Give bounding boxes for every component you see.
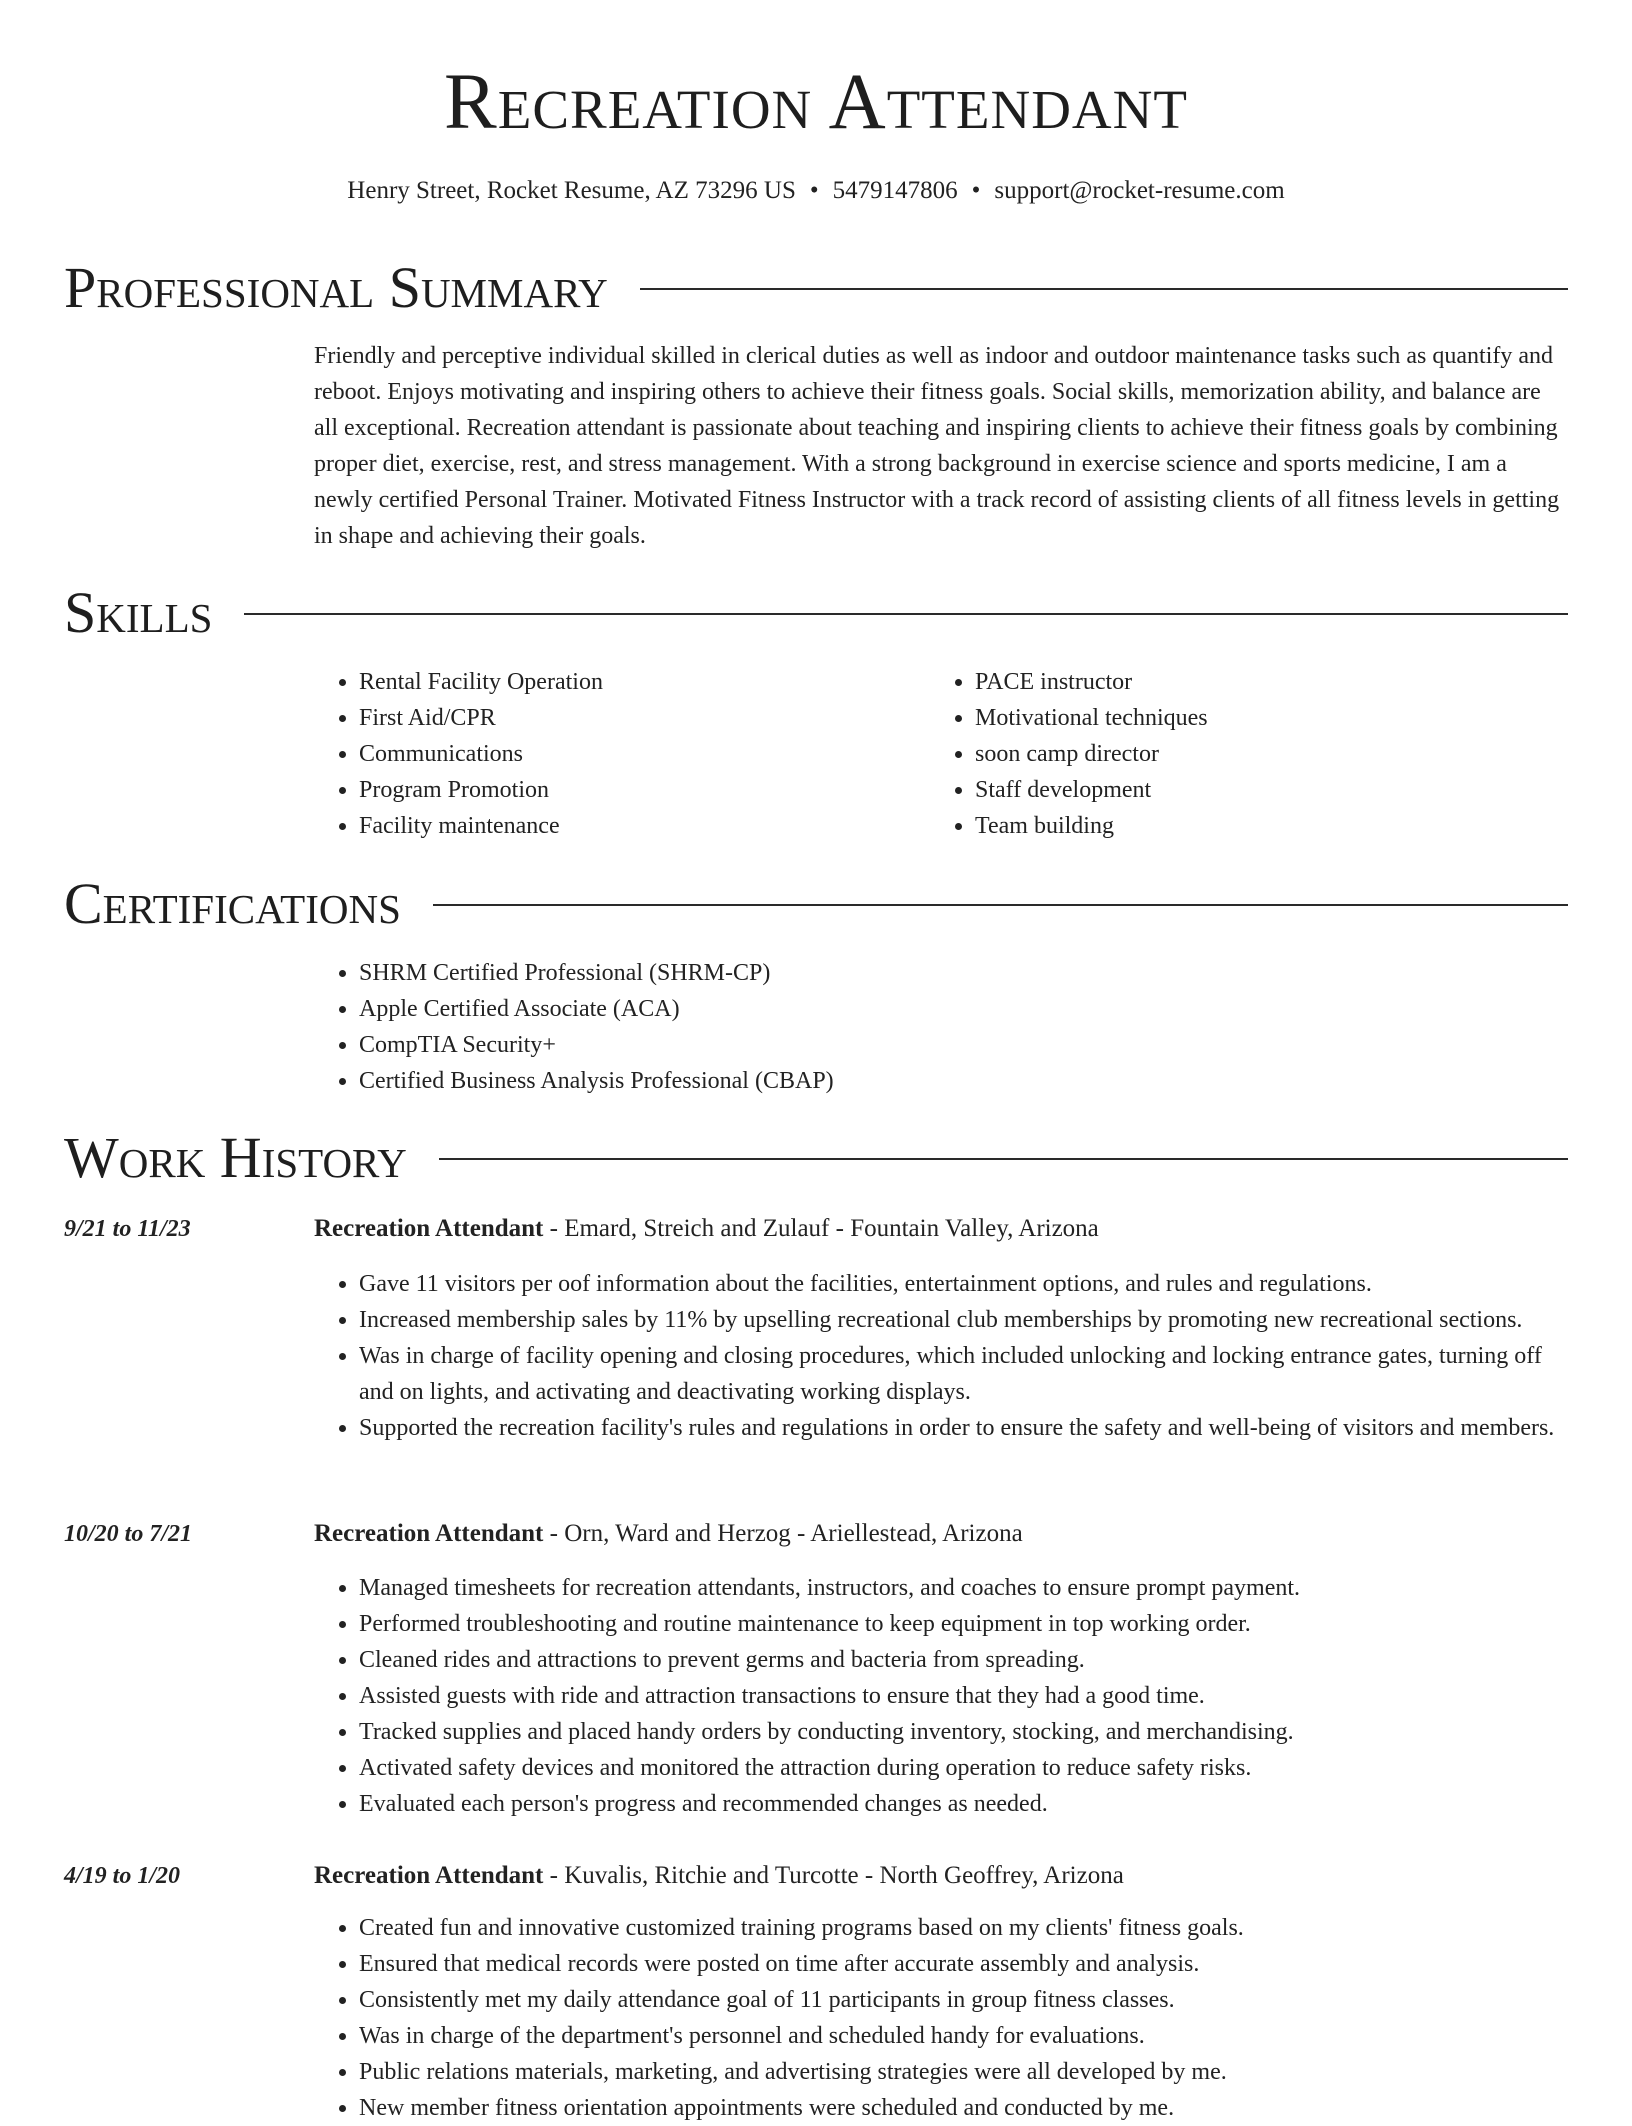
job-duty-item: • Was in charge of the department's personnel and scheduled handy for evaluations.	[359, 2018, 1574, 2054]
job-duty-item: • Activated safety devices and monitored the attraction during operation to reduce safety risks.	[359, 1750, 1574, 1786]
job-duty-item: • Tracked supplies and placed handy orders by conducting inventory, stocking, and merchandising.	[359, 1714, 1574, 1750]
contact-address: Henry Street, Rocket Resume, AZ 73296 US	[347, 177, 796, 204]
section-divider	[640, 288, 1568, 290]
job-duties	[314, 1910, 1574, 2126]
job-employer: - Emard, Streich and Zulauf - Fountain Valley, Arizona	[543, 1215, 1099, 1242]
skill-item: • soon camp director	[975, 736, 1490, 772]
job-role: Recreation Attendant	[314, 1862, 544, 1889]
job-duty-item: • Created fun and innovative customized training programs based on my clients' fitness goals.	[359, 1910, 1574, 1946]
job-heading	[314, 1858, 1124, 1894]
job-duty-item: • Public relations materials, marketing, and advertising strategies were all developed by me.	[359, 2054, 1574, 2090]
job-employer: - Orn, Ward and Herzog - Ariellestead, Arizona	[543, 1520, 1023, 1547]
job-role: Recreation Attendant	[314, 1215, 544, 1242]
certification-item: • SHRM Certified Professional (SHRM-CP)	[359, 955, 1414, 991]
contact-separator: •	[809, 177, 819, 204]
job-heading	[314, 1516, 1023, 1552]
skill-item: • Facility maintenance	[359, 808, 874, 844]
skill-item: • PACE instructor	[975, 664, 1490, 700]
job-duties	[314, 1570, 1574, 1822]
job-dates: 4/19 to 1/20	[64, 1863, 181, 1889]
job-duty-item: • Supported the recreation facility's rules and regulations in order to ensure the safety and well-being of visitors and members.	[359, 1410, 1574, 1446]
certification-item: • Apple Certified Associate (ACA)	[359, 991, 1414, 1027]
job-duty-item: • Increased membership sales by 11% by upselling recreational club memberships by promoting new recreational sections.	[359, 1302, 1574, 1338]
section-title: Professional Summary	[64, 255, 608, 320]
section-heading-work-history	[64, 1125, 1568, 1190]
certification-item: • CompTIA Security+	[359, 1027, 1414, 1063]
job-duties	[314, 1266, 1574, 1446]
job-duty-item: • Evaluated each person's progress and recommended changes as needed.	[359, 1786, 1574, 1822]
section-heading-certifications	[64, 871, 1568, 936]
skill-item: • Staff development	[975, 772, 1490, 808]
contact-separator: •	[971, 177, 981, 204]
job-duty-item: • Assisted guests with ride and attraction transactions to ensure that they had a good time.	[359, 1678, 1574, 1714]
skill-item: • Communications	[359, 736, 874, 772]
job-employer: - Kuvalis, Ritchie and Turcotte - North Geoffrey, Arizona	[543, 1862, 1124, 1889]
skill-item: • Team building	[975, 808, 1490, 844]
section-divider	[433, 904, 1568, 906]
section-heading-summary	[64, 255, 1568, 320]
job-duty-item: • Was in charge of facility opening and closing procedures, which included unlocking and locking entrance gates, turning off and on lights, and activating and deactivating working displays.	[359, 1338, 1574, 1410]
job-duty-item: • Managed timesheets for recreation attendants, instructors, and coaches to ensure prompt payment.	[359, 1570, 1574, 1606]
certification-item: • Certified Business Analysis Professional (CBAP)	[359, 1063, 1414, 1099]
section-heading-skills	[64, 580, 1568, 645]
skills-column-left	[314, 664, 874, 844]
job-duty-item: • Cleaned rides and attractions to prevent germs and bacteria from spreading.	[359, 1642, 1574, 1678]
certifications-list	[314, 955, 1414, 1099]
skill-item: • Program Promotion	[359, 772, 874, 808]
contact-email[interactable]: support@rocket-resume.com	[994, 177, 1285, 204]
section-divider	[439, 1158, 1568, 1160]
candidate-name: Recreation Attendant	[444, 59, 1188, 146]
contact-line	[0, 176, 1632, 206]
summary-text: Friendly and perceptive individual skilled in clerical duties as well as indoor and outdoor maintenance tasks such as quantify and reboot. Enjoys motivating and inspiring others to achieve their fitness goals. Social skills, memorization ability, and balance are all exceptional. Recreation attendant is passionate about teaching and inspiring clients to achieve their fitness goals by combining proper diet, exercise, rest, and stress management. With a strong background in exercise science and sports medicine, I am a newly certified Personal Trainer. Motivated Fitness Instructor with a track record of assisting clients of all fitness levels in getting in shape and achieving their goals.	[314, 343, 1560, 549]
job-dates: 9/21 to 11/23	[64, 1216, 191, 1242]
skill-item: • Rental Facility Operation	[359, 664, 874, 700]
job-heading	[314, 1211, 1099, 1247]
section-divider	[244, 613, 1568, 615]
skills-column-right	[930, 664, 1490, 844]
skill-item: • First Aid/CPR	[359, 700, 874, 736]
section-title: Certifications	[64, 871, 401, 936]
job-duty-item: • Performed troubleshooting and routine maintenance to keep equipment in top working order.	[359, 1606, 1574, 1642]
section-title: Work History	[64, 1125, 407, 1190]
contact-phone: 5479147806	[832, 177, 958, 204]
skill-item: • Motivational techniques	[975, 700, 1490, 736]
job-role: Recreation Attendant	[314, 1520, 544, 1547]
job-duty-item: • Ensured that medical records were posted on time after accurate assembly and analysis.	[359, 1946, 1574, 1982]
job-duty-item: • New member fitness orientation appointments were scheduled and conducted by me.	[359, 2090, 1574, 2126]
job-duty-item: • Gave 11 visitors per oof information about the facilities, entertainment options, and rules and regulations.	[359, 1266, 1574, 1302]
job-dates: 10/20 to 7/21	[64, 1521, 193, 1547]
job-duty-item: • Consistently met my daily attendance goal of 11 participants in group fitness classes.	[359, 1982, 1574, 2018]
section-title: Skills	[64, 580, 213, 645]
